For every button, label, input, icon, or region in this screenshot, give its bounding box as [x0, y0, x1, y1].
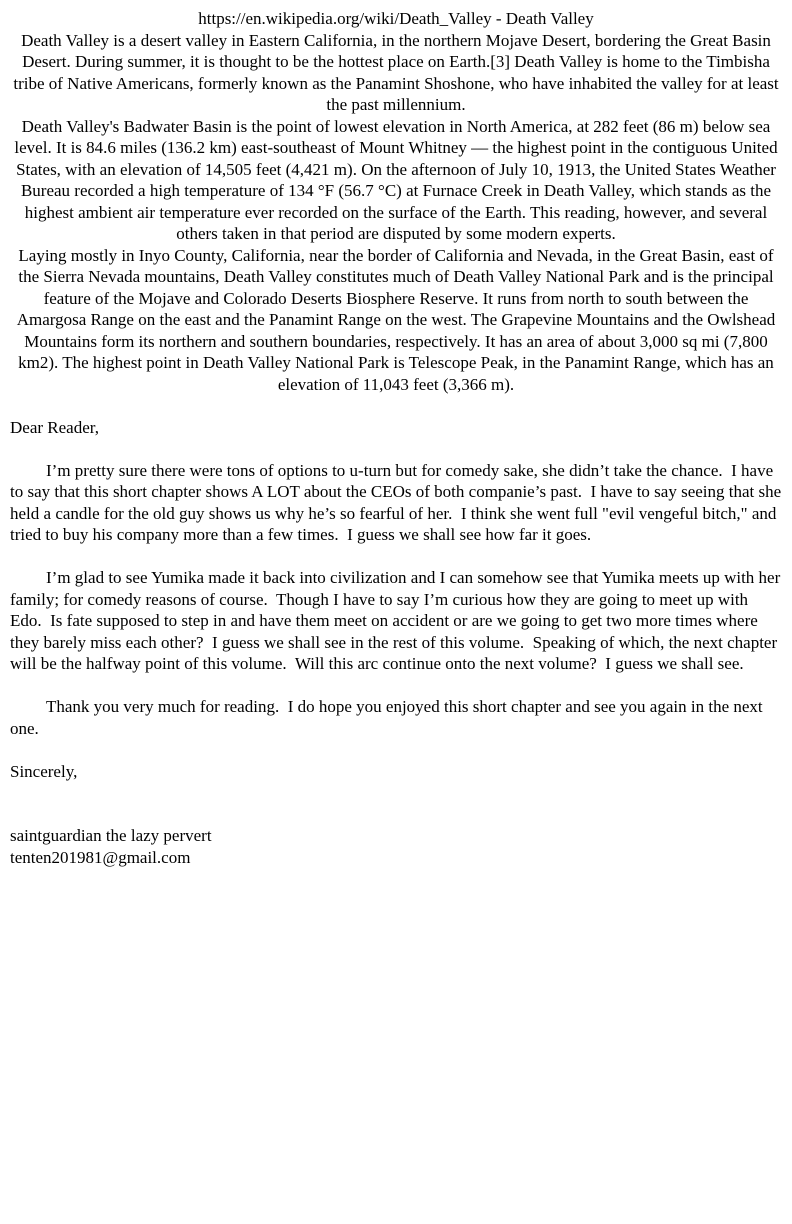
letter-salutation: Dear Reader, — [10, 417, 99, 437]
letter-paragraph-3: Thank you very much for reading. I do hope you enjoyed this short chapter and see you again in the next one. — [10, 697, 767, 738]
wiki-paragraph-1: Death Valley is a desert valley in Eastern California, in the northern Mojave Desert, bordering the Great Basin Desert. During summer, it is thought to be the hottest place on Earth.[3] Death Valley is home to the Timbisha tribe of Native Americans, formerly known as the Panamint Shoshone, who have inhabited the valley for at least the past millennium. — [13, 30, 783, 114]
letter-paragraph-2: I’m glad to see Yumika made it back into civilization and I can somehow see that Yumika meets up with her family; for comedy reasons of course. Though I have to say I’m curious how they are going to meet up with Edo. Is fate supposed to step in and have them meet on accident or are we going to get two more times where they barely miss each other? I guess we shall see in the rest of this volume. Speaking of which, the next chapter will be the halfway point of this volume. Will this arc continue onto the next volume? I guess we shall see. — [10, 568, 785, 673]
wiki-paragraph-3: Laying mostly in Inyo County, California, near the border of California and Nevada, in the Great Basin, east of the Sierra Nevada mountains, Death Valley constitutes much of Death Valley National Park and is the principal feature of the Mojave and Colorado Deserts Biosphere Reserve. It runs from north to south between the Amargosa Range on the east and the Panamint Range on the west. The Grapevine Mountains and the Owlshead Mountains form its northern and southern boundaries, respectively. It has an area of about 3,000 sq mi (7,800 km2). The highest point in Death Valley National Park is Telescope Peak, in the Panamint Range, which has an elevation of 11,043 feet (3,366 m). — [16, 245, 780, 394]
signature-name: saintguardian the lazy pervert — [10, 826, 212, 845]
letter-paragraph-1: I’m pretty sure there were tons of options to u-turn but for comedy sake, she didn’t take the chance. I have to say that this short chapter shows A LOT about the CEOs of both companie’s past. I have to say seeing that she held a candle for the old guy shows us why he’s so fearful of her. I think she went full "evil vengeful bitch," and tried to buy his company more than a few times. I guess we shall see how far it goes. — [10, 460, 786, 544]
source-url-line: https://en.wikipedia.org/wiki/Death_Valley - Death Valley — [198, 9, 594, 28]
letter-closing: Sincerely, — [10, 761, 78, 781]
wiki-paragraph-2: Death Valley's Badwater Basin is the point of lowest elevation in North America, at 282 feet (86 m) below sea level. It is 84.6 miles (136.2 km) east-southeast of Mount Whitney — the highest point in the contiguous United States, with an elevation of 14,505 feet (4,421 m). On the afternoon of July 10, 1913, the United States Weather Bureau recorded a high temperature of 134 °F (56.7 °C) at Furnace Creek in Death Valley, which stands as the highest ambient air temperature ever recorded on the surface of the Earth. This reading, however, and several others taken in that period are disputed by some modern experts. — [14, 116, 782, 243]
signature-email: tenten201981@gmail.com — [10, 847, 191, 867]
